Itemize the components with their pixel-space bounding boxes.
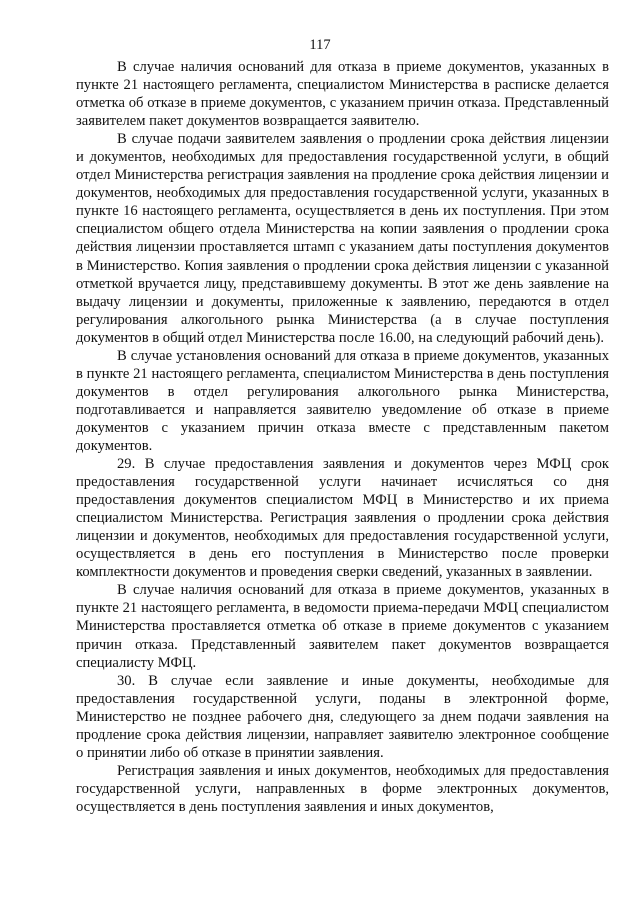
paragraph-electronic-registration: Регистрация заявления и иных документов, необходимых для предоставления государственной услуги, направленных в форме электронных документов, осуществляется в день поступления заявления и иных документов, [76, 762, 609, 815]
document-body [76, 58, 609, 816]
page-number: 117 [309, 37, 331, 53]
paragraph-item-29-mfc: 29. В случае предоставления заявления и документов через МФЦ срок предоставления государственной услуги начинает исчисляться со дня предоставления документов специалистом МФЦ в Министерство и их приема специалистом Министерства. Регистрация заявления о продлении срока действия лицензии и документов, необходимых для предоставления государственной услуги, осуществляется в день его поступления в Министерство после проверки комплектности документов и проведения сверки сведений, указанных в заявлении. [76, 456, 609, 581]
paragraph-general-department-submission: В случае подачи заявителем заявления о продлении срока действия лицензии и документов, необходимых для предоставления государственной услуги, в общий отдел Министерства регистрация заявления на продление срока действия лицензии и документов, необходимых для предоставления государственной услуги, указанных в пункте 16 настоящего регламента, осуществляется в день их поступления. При этом специалистом общего отдела Министерства на копии заявления о продлении срока действия лицензии проставляется штамп с указанием даты поступления документов в Министерство. Копия заявления о продлении срока действия лицензии с указанной отметкой вручается лицу, представившему документы. В этот же день заявление на выдачу лицензии и документы, приложенные к заявлению, передаются в отдел регулирования алкогольного рынка Министерства (а в случае поступления документов в общий отдел Министерства после 16.00, на следующий рабочий день). [76, 131, 609, 346]
paragraph-mfc-refusal: В случае наличия оснований для отказа в приеме документов, указанных в пункте 21 настоящего регламента, в ведомости приема-передачи МФЦ специалистом Министерства проставляется отметка об отказе в приеме документов с указанием причин отказа. Представленный заявителем пакет документов возвращается специалисту МФЦ. [76, 582, 609, 671]
paragraph-refusal-receipt: В случае наличия оснований для отказа в приеме документов, указанных в пункте 21 настоящего регламента, специалистом Министерства в расписке делается отметка об отказе в приеме документов, с указанием причин отказа. Представленный заявителем пакет документов возвращается заявителю. [76, 59, 609, 130]
paragraph-item-30-electronic: 30. В случае если заявление и иные документы, необходимые для предоставления государственной услуги, поданы в электронной форме, Министерство не позднее рабочего дня, следующего за днем подачи заявления на продление срока действия лицензии, направляет заявителю электронное сообщение о принятии либо об отказе в принятии заявления. [76, 672, 609, 761]
paragraph-refusal-notification: В случае установления оснований для отказа в приеме документов, указанных в пункте 21 настоящего регламента, специалистом Министерства в день поступления документов в отдел регулирования алкогольного рынка Министерства, подготавливается и направляется заявителю уведомление об отказе в приеме документов с указанием причин отказа вместе с представленным пакетом документов. [76, 347, 609, 454]
